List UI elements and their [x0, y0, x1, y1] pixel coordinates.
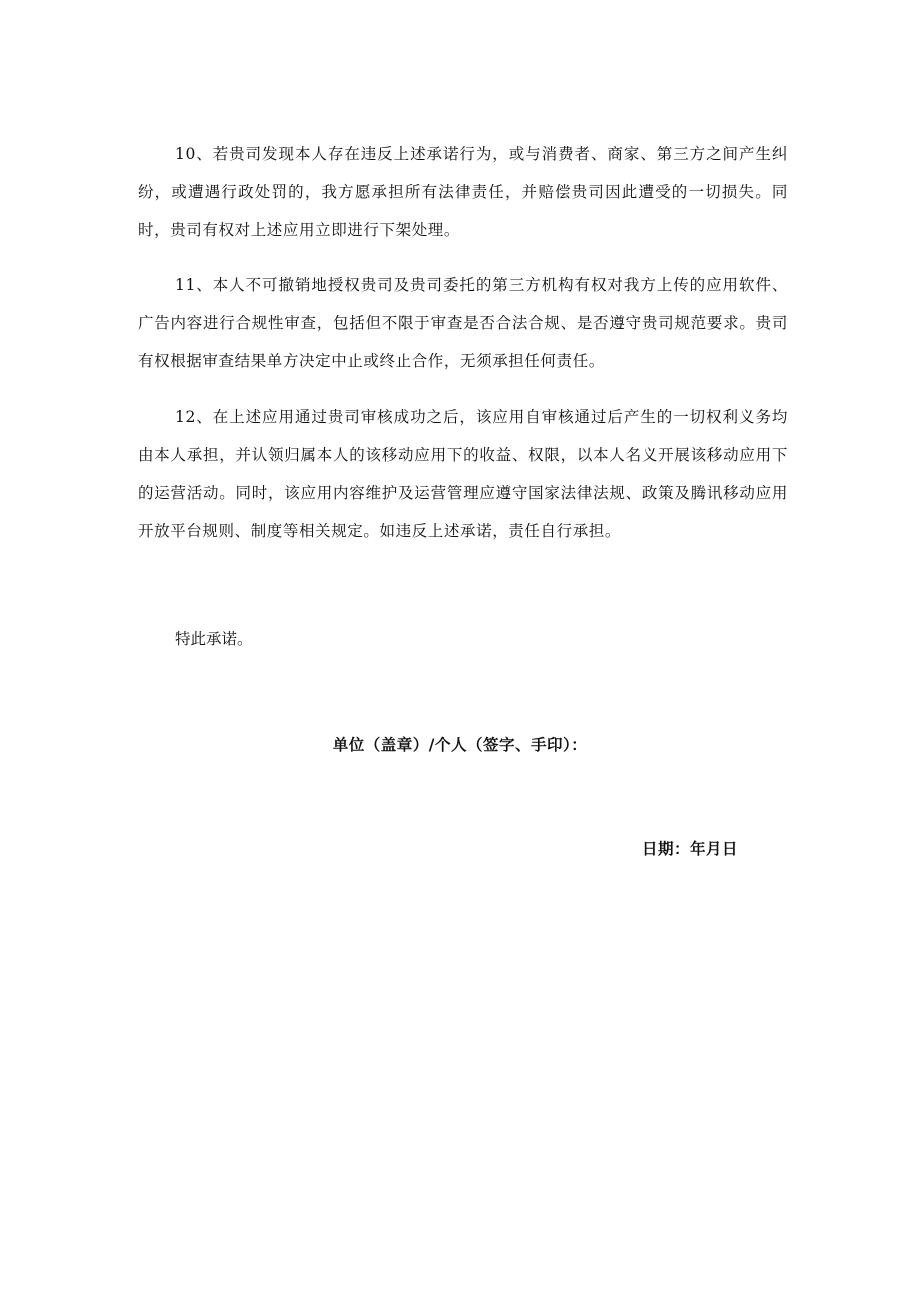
closing-statement: 特此承诺。: [175, 630, 253, 648]
date-line: 日期：年月日: [642, 839, 739, 858]
clause-12-paragraph: 12、在上述应用通过贵司审核成功之后，该应用自审核通过后产生的一切权利义务均由本人承担，并认领归属本人的该移动应用下的收益、权限，以本人名义开展该移动应用下的运营活动。同时，该应用内容维护及运营管理应遵守国家法律法规、政策及腾讯移动应用开放平台规则、制度等相关规定。如违反上述承诺，责任自行承担。: [138, 408, 788, 540]
clause-10-paragraph: 10、若贵司发现本人存在违反上述承诺行为，或与消费者、商家、第三方之间产生纠纷，或遭遇行政处罚的，我方愿承担所有法律责任，并赔偿贵司因此遭受的一切损失。同时，贵司有权对上述应用立即进行下架处理。: [138, 145, 788, 239]
clause-11-paragraph: 11、本人不可撤销地授权贵司及贵司委托的第三方机构有权对我方上传的应用软件、广告内容进行合规性审查，包括但不限于审查是否合法合规、是否遵守贵司规范要求。贵司有权根据审查结果单方决定中止或终止合作，无须承担任何责任。: [138, 276, 788, 370]
signature-line: 单位（盖章）/个人（签字、手印）：: [332, 735, 588, 754]
